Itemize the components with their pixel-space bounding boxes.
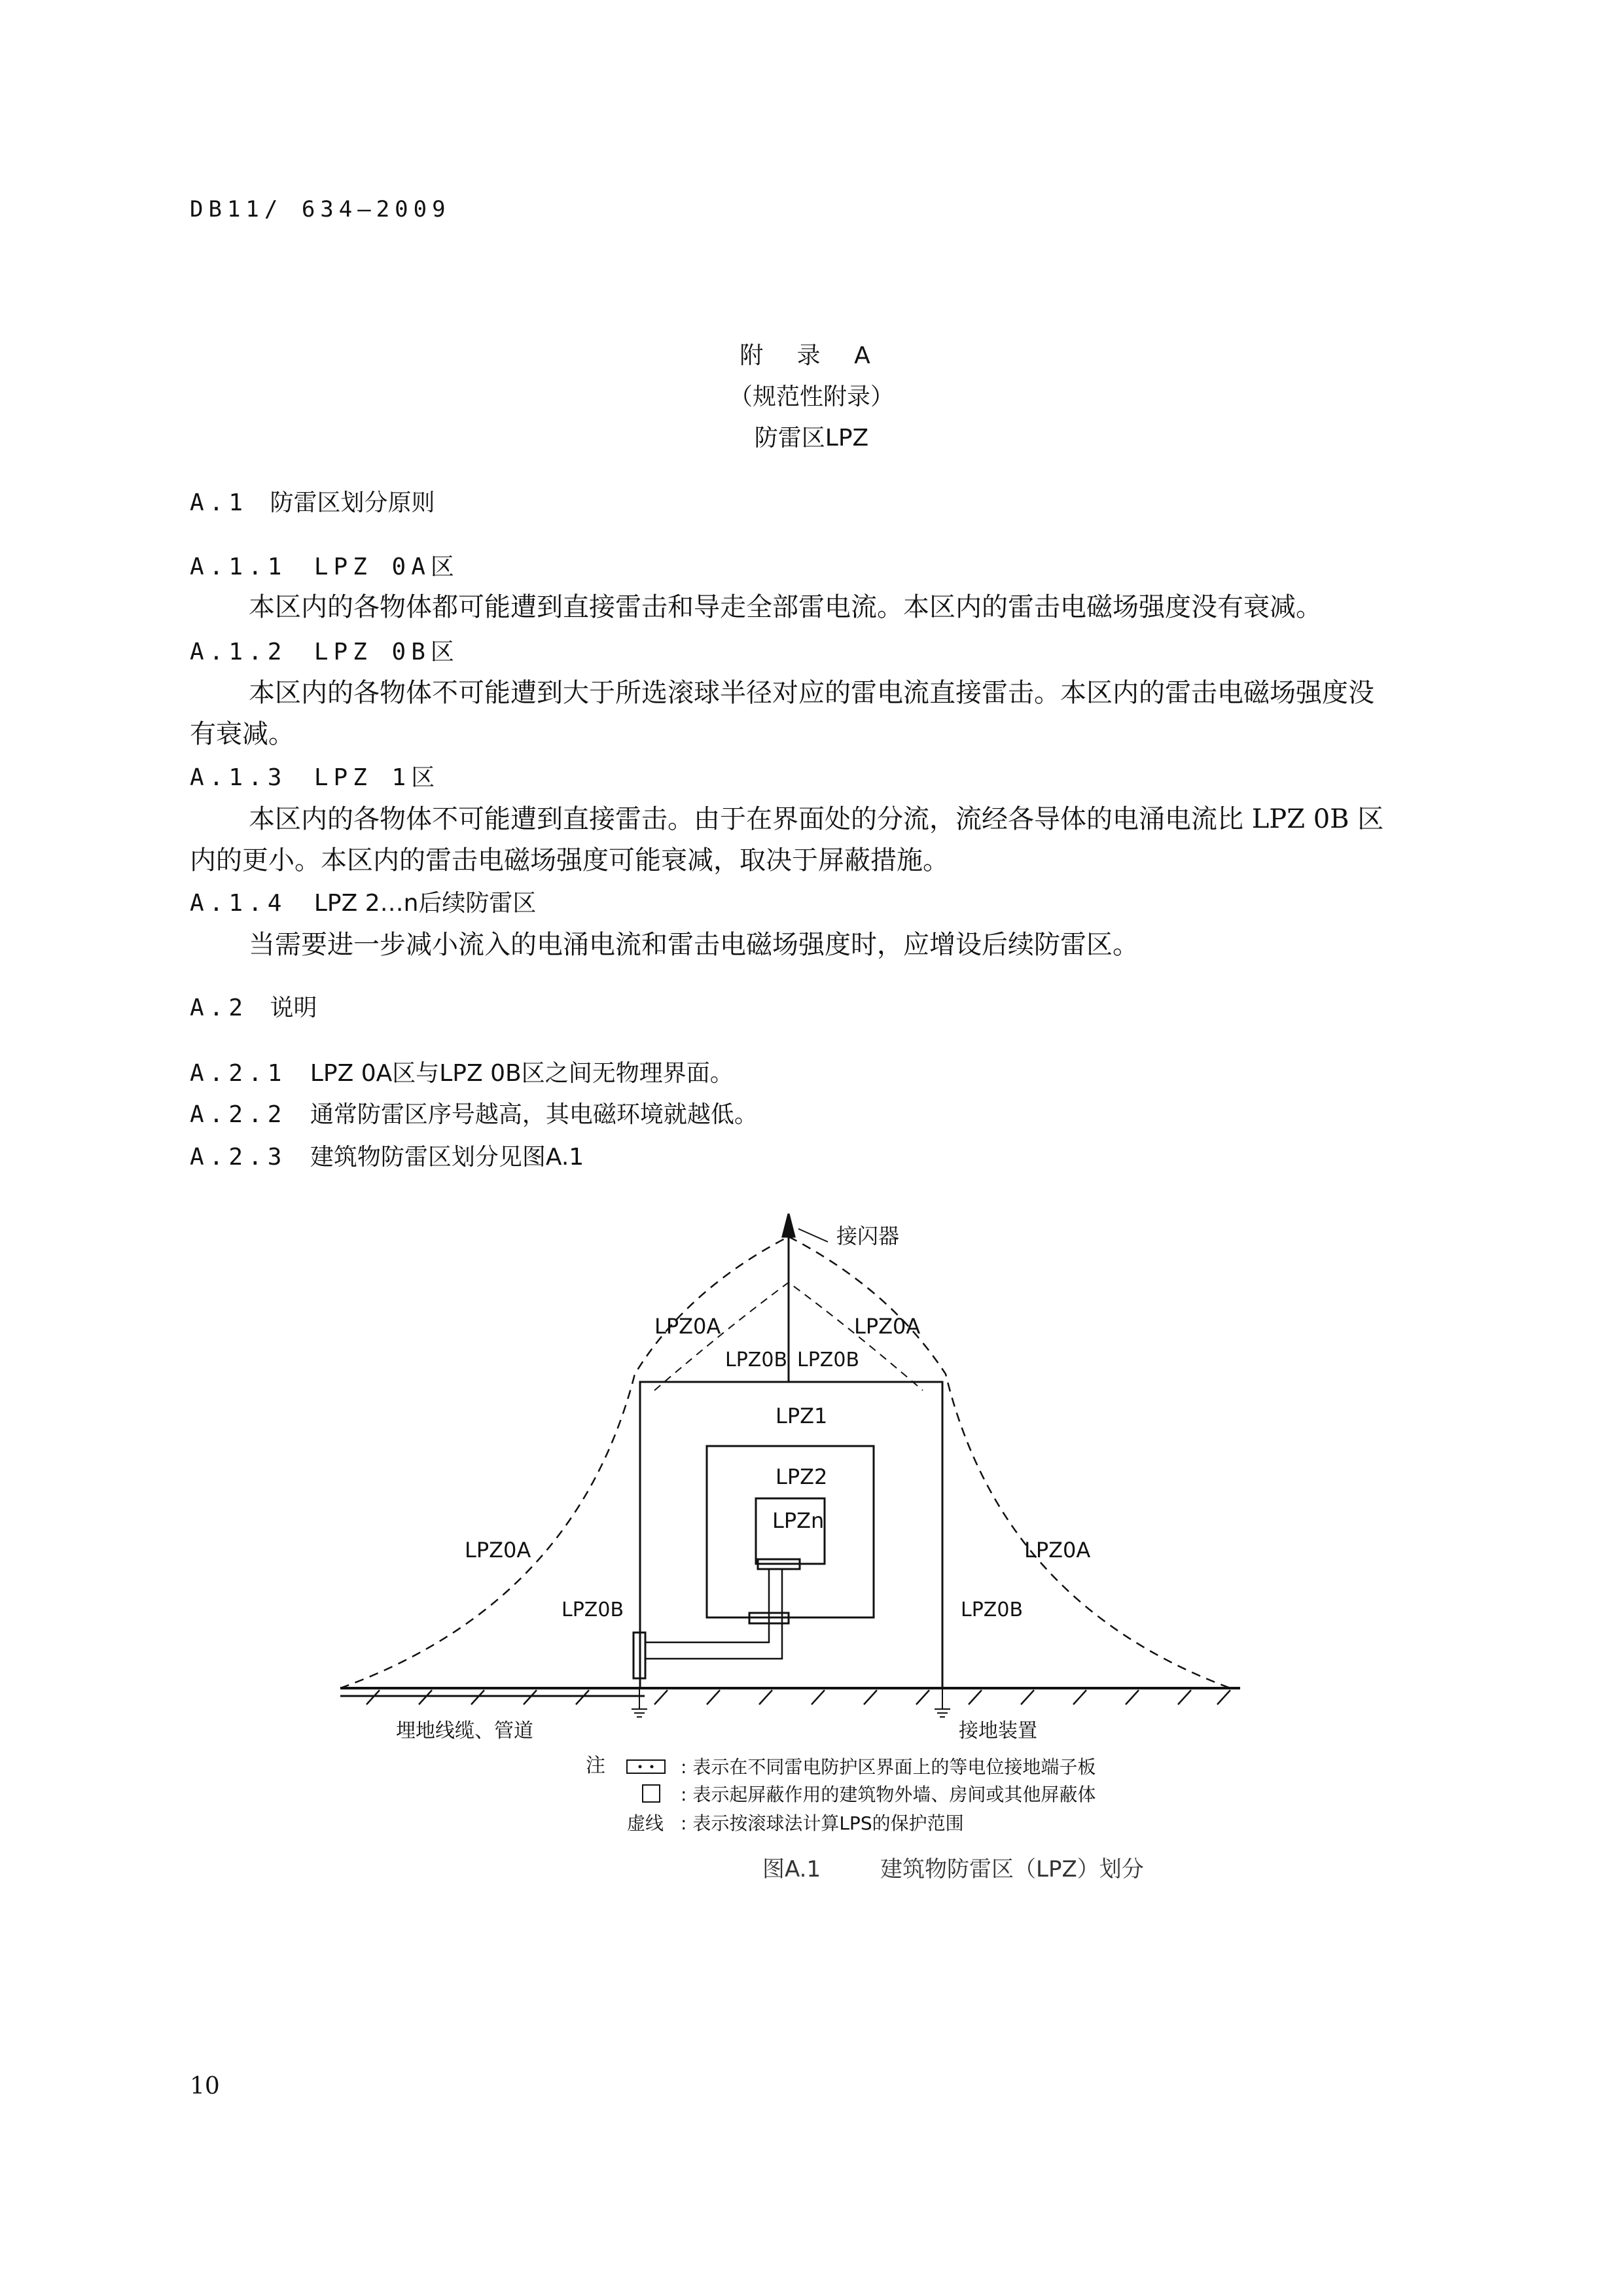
label-lpz0b-left: LPZ0B	[562, 1598, 624, 1621]
clause-text: LPZ 0A区与LPZ 0B区之间无物理界面。	[310, 1060, 734, 1087]
figure-caption-number: 图A.1	[762, 1856, 821, 1882]
clause-number: A.1.4	[190, 890, 287, 917]
clause-a14-text: 当需要进一步减小流入的电涌电流和雷击电磁场强度时，应增设后续防雷区。	[249, 930, 1139, 960]
clause-a11-text: 本区内的各物体都可能遭到直接雷击和导走全部雷电流。本区内的雷击电磁场强度没有衰减。	[249, 592, 1322, 622]
label-lpz0a-left: LPZ0A	[465, 1538, 531, 1563]
clause-number: A.2.2	[190, 1101, 287, 1128]
label-lpz0b-right: LPZ0B	[961, 1598, 1024, 1621]
appendix-subject: 防雷区LPZ	[754, 425, 869, 451]
air-terminal-leader	[798, 1229, 828, 1242]
legend-shield-icon	[643, 1785, 660, 1802]
section-title: 说明	[270, 995, 317, 1021]
note-bonding-bar: : 表示在不同雷电防护区界面上的等电位接地端子板	[681, 1756, 1096, 1778]
clause-number: A.2.1	[190, 1060, 287, 1087]
label-lpz0a-top-left: LPZ0A	[654, 1314, 721, 1339]
note-shield: : 表示起屏蔽作用的建筑物外墙、房间或其他屏蔽体	[681, 1784, 1096, 1805]
section-title: 防雷区划分原则	[270, 489, 435, 516]
doc-code: DB11/ 634—2009	[190, 196, 451, 222]
grounding-label: 接地装置	[959, 1720, 1037, 1742]
label-lpz1: LPZ1	[776, 1404, 828, 1428]
legend-bonding-bar-icon	[627, 1760, 665, 1773]
clause-text: 通常防雷区序号越高，其电磁环境就越低。	[310, 1101, 758, 1128]
clause-label: LPZ 0A区	[313, 554, 459, 580]
appendix-title: 附 录 A	[740, 342, 883, 369]
page-number: 10	[190, 2073, 220, 2100]
clause-a13-text-line1: 本区内的各物体不可能遭到直接雷击。由于在界面处的分流，流经各导体的电涌电流比 LPZ 0B 区	[249, 804, 1384, 834]
clause-number: A.2.3	[190, 1144, 287, 1171]
clause-a12-text-line1: 本区内的各物体不可能遭到大于所选滚球半径对应的雷电流直接雷击。本区内的雷击电磁场强度没	[249, 678, 1374, 708]
clause-number: A.1.3	[190, 764, 287, 791]
section-number: A.2	[190, 995, 249, 1021]
clause-a12-text-line2: 有衰减。	[190, 719, 294, 749]
section-number: A.1	[190, 489, 249, 516]
clause-label: LPZ 0B区	[313, 639, 459, 665]
clause-a13-text-line2: 内的更小。本区内的雷击电磁场强度可能衰减，取决于屏蔽措施。	[190, 845, 949, 875]
air-terminal-tip	[783, 1214, 794, 1237]
clause-number: A.1.1	[190, 554, 287, 580]
clause-label: LPZ 1区	[313, 764, 440, 791]
label-lpz2: LPZ2	[776, 1464, 828, 1489]
label-lpz0a-right: LPZ0A	[1024, 1538, 1091, 1563]
ground-symbol-left	[632, 1688, 647, 1717]
air-terminal-label: 接闪器	[836, 1224, 900, 1248]
appendix-type: （规范性附录）	[728, 383, 894, 410]
ground-hatching	[366, 1690, 1230, 1704]
note-dashed: : 表示按滚球法计算LPS的保护范围	[681, 1812, 964, 1834]
clause-number: A.1.2	[190, 639, 287, 665]
ground-symbol-right	[935, 1688, 950, 1717]
clause-text: 建筑物防雷区划分见图A.1	[310, 1144, 584, 1171]
label-lpz0b-top-right: LPZ0B	[797, 1349, 860, 1371]
label-lpz0a-top-right: LPZ0A	[854, 1314, 921, 1339]
label-lpzn: LPZn	[772, 1508, 825, 1533]
label-lpz0b-top-left: LPZ0B	[725, 1349, 788, 1371]
note-dashed-label: 虚线	[627, 1812, 664, 1834]
buried-cable-label: 埋地线缆、管道	[396, 1720, 533, 1742]
note-prefix: 注	[586, 1754, 605, 1777]
clause-label: LPZ 2…n后续防雷区	[313, 890, 537, 917]
figure-caption-text: 建筑物防雷区（LPZ）划分	[880, 1856, 1144, 1882]
